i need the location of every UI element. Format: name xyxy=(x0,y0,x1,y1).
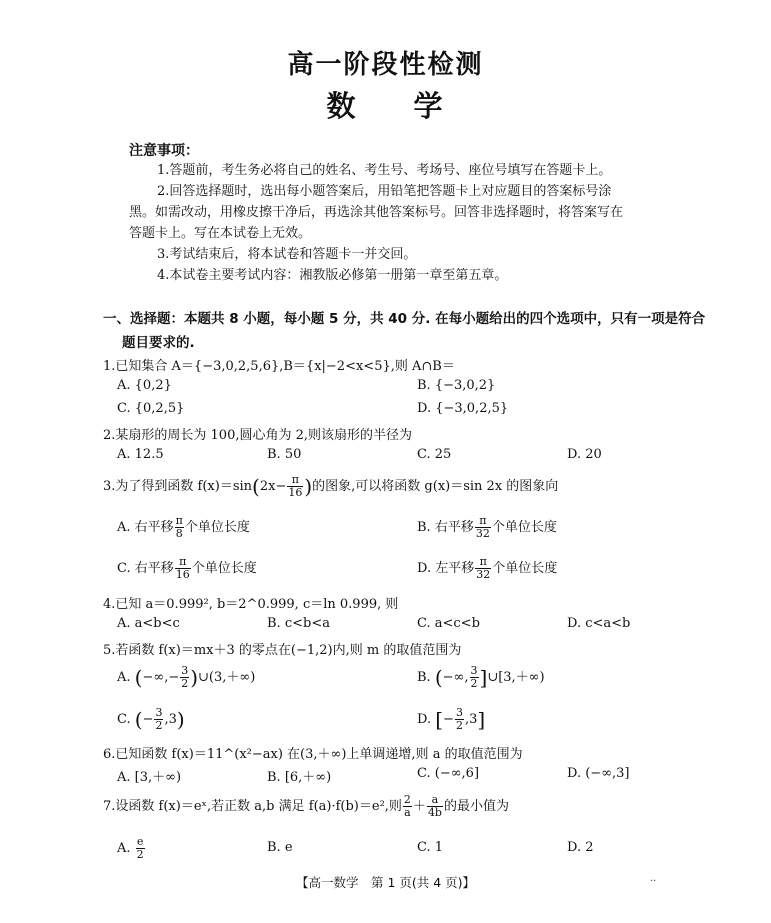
q3-option-d: D. 左平移 $\frac{\pi}{32}$ 个单位长度 xyxy=(417,555,558,581)
q5-option-d: D. [− $\frac{3}{2}$ ,3] xyxy=(417,706,486,732)
note-line-6: 4.本试卷主要考试内容：湘教版必修第一册第一章至第五章。 xyxy=(157,268,508,283)
q7-option-a: A. $\frac{e}{2}$ xyxy=(117,835,144,861)
subject-title xyxy=(0,84,771,125)
question-5: 5.若函数 f(x)＝mx＋3 的零点在(−1,2)内,则 m 的取值范围为 xyxy=(103,643,462,658)
exam-title: 高一阶段性检测 xyxy=(287,50,484,80)
q7-option-b: B. e xyxy=(267,840,293,855)
question-2: 2.某扇形的周长为 100,圆心角为 2,则该扇形的半径为 xyxy=(103,428,413,443)
q7-option-d: D. 2 xyxy=(567,840,594,855)
q1-option-a: A. {0,2} xyxy=(117,378,172,393)
q1-option-b: B. {−3,0,2} xyxy=(417,378,496,393)
note-line-2: 2.回答选择题时，选出每小题答案后，用铅笔把答题卡上对应题目的答案标号涂 xyxy=(157,184,612,199)
q6-option-b: B. [6,＋∞) xyxy=(267,770,332,785)
question-1: 1.已知集合 A＝{−3,0,2,5,6},B＝{x|−2<x<5},则 A∩B＝ xyxy=(103,359,455,374)
note-line-3: 黑。如需改动，用橡皮擦干净后，再选涂其他答案标号。回答非选择题时，将答案写在 xyxy=(129,205,624,220)
question-3 xyxy=(103,474,558,499)
q6-option-a: A. [3,＋∞) xyxy=(117,770,182,785)
notes-heading: 注意事项： xyxy=(129,143,199,159)
section-heading: 一、选择题：本题共 8 小题，每小题 5 分，共 40 分. 在每小题给出的四个选项中，只有一项是符合 xyxy=(103,311,706,327)
page-footer: 【高一数学 第 1 页(共 4 页)】 xyxy=(295,875,476,890)
q3-option-a: A. 右平移 $\frac{\pi}{8}$ 个单位长度 xyxy=(117,514,250,540)
question-4: 4.已知 a＝0.999², b＝2^0.999, c＝ln 0.999, 则 xyxy=(103,597,399,612)
q3-option-c: C. 右平移 $\frac{\pi}{16}$ 个单位长度 xyxy=(117,555,257,581)
q3-stem-in: 2x− xyxy=(259,479,287,494)
q5-option-c: C. (− $\frac{3}{2}$ ,3) xyxy=(117,706,185,732)
q3-stem-a: 3.为了得到函数 f(x)＝sin xyxy=(103,479,253,494)
q6-option-c: C. (−∞,6] xyxy=(417,766,480,781)
subject-char-1: 数 xyxy=(326,89,358,123)
section-heading-cont: 题目要求的. xyxy=(122,335,195,351)
q5-option-a: A. (−∞,− $\frac{3}{2}$ )∪(3,＋∞) xyxy=(117,664,256,690)
q3-option-b: B. 右平移 $\frac{\pi}{32}$ 个单位长度 xyxy=(417,514,557,540)
note-line-1: 1.答题前，考生务必将自己的姓名、考生号、考场号、座位号填写在答题卡上。 xyxy=(157,163,612,178)
q4-option-b: B. c<b<a xyxy=(267,616,330,631)
q2-option-d: D. 20 xyxy=(567,447,602,462)
q4-option-d: D. c<a<b xyxy=(567,616,631,631)
q3-fraction: $\frac{\pi}{16}$ xyxy=(288,473,303,499)
q1-option-d: D. {−3,0,2,5} xyxy=(417,401,509,416)
q2-option-a: A. 12.5 xyxy=(117,447,164,462)
q5-option-b: B. (−∞, $\frac{3}{2}$ ]∪[3,＋∞) xyxy=(417,664,545,690)
q3-stem-b: 的图象,可以将函数 g(x)＝sin 2x 的图象向 xyxy=(312,479,559,494)
question-7: 7.设函数 f(x)＝eˣ,若正数 a,b 满足 f(a)·f(b)＝e²,则 $\frac{2}{a}$ ＋ $\frac{a}{4b}$ 的最小值为 xyxy=(103,793,509,819)
subject-char-2: 学 xyxy=(413,89,445,123)
q6-option-d: D. (−∞,3] xyxy=(567,766,630,781)
q7-option-c: C. 1 xyxy=(417,840,444,855)
note-line-5: 3.考试结束后，将本试卷和答题卡一并交回。 xyxy=(157,247,417,262)
question-6: 6.已知函数 f(x)＝11^(x²−ax) 在(3,＋∞)上单调递增,则 a 的取值范围为 xyxy=(103,747,523,762)
q1-option-c: C. {0,2,5} xyxy=(117,401,185,416)
q3-paren-open: ( xyxy=(252,474,260,499)
q3-paren-close: ) xyxy=(304,474,313,499)
q2-option-c: C. 25 xyxy=(417,447,452,462)
q4-option-c: C. a<c<b xyxy=(417,616,480,631)
q2-option-b: B. 50 xyxy=(267,447,302,462)
note-line-4: 答题卡上。写在本试卷上无效。 xyxy=(129,226,312,241)
corner-mark: ·· xyxy=(650,876,657,887)
q4-option-a: A. a<b<c xyxy=(117,616,180,631)
